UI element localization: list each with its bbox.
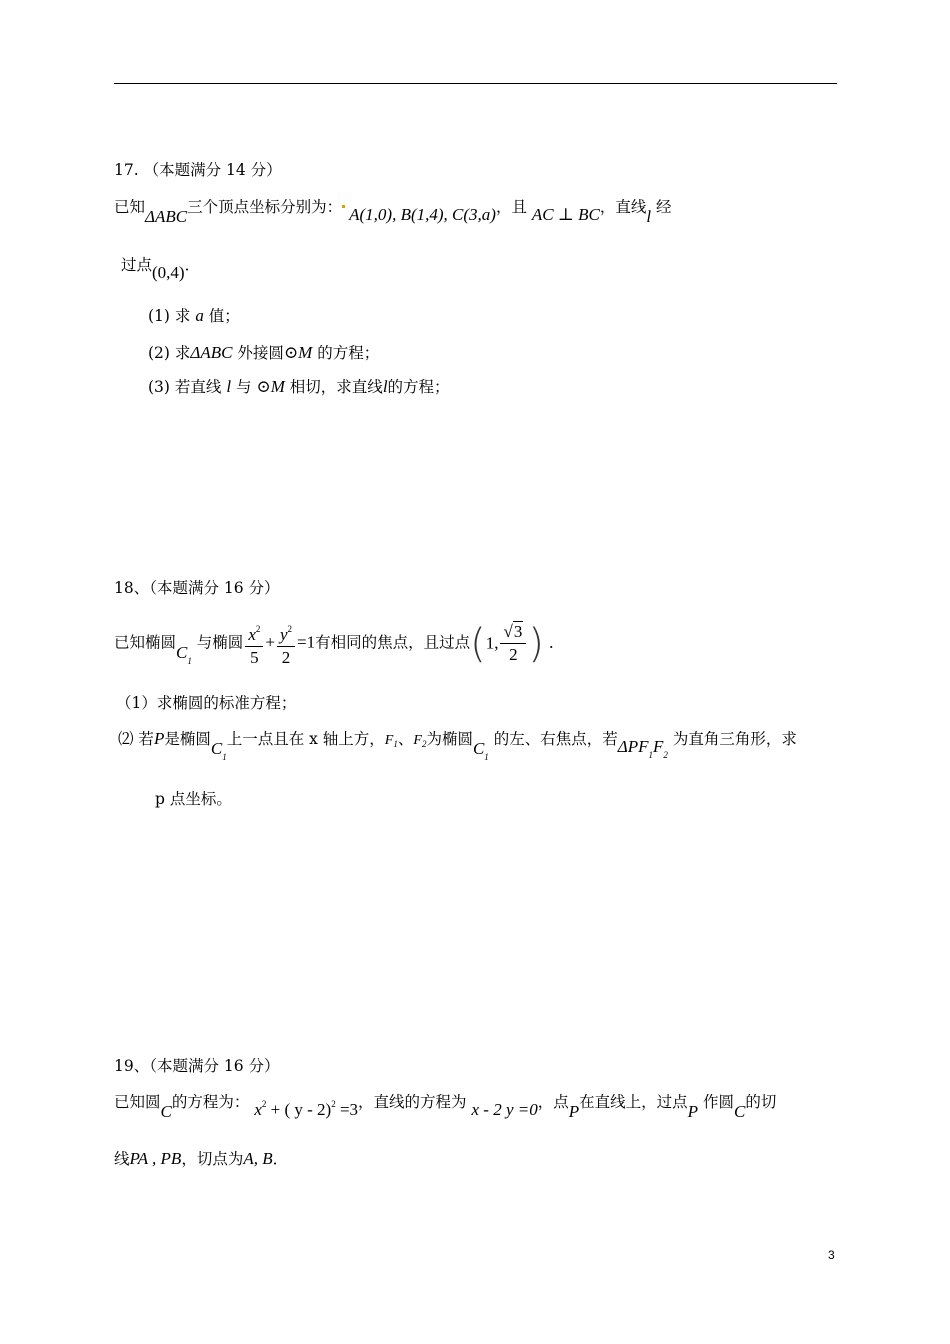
fraction-sqrt3-over-2: $\frac{√3}{2}$ bbox=[500, 621, 526, 666]
q17-header: 17. （本题满分 14 分） bbox=[114, 161, 282, 179]
q17-intro: 已知ΔABC三个顶点坐标分别为： A(1,0), B(1,4), C(3,a)，且 AC ⊥ BC，直线l 经 bbox=[114, 198, 672, 226]
triangle-pf1f2: $\Delta PF_1F_2$ bbox=[617, 737, 668, 760]
q17-passes-point: 过点(0,4)． bbox=[121, 256, 201, 282]
q19-tangents: 线PA , PB，切点为A, B． bbox=[114, 1149, 289, 1168]
q18-part1: （1）求椭圆的标准方程； bbox=[116, 694, 297, 712]
q18-part2-cont: p 点坐标。 bbox=[155, 790, 232, 808]
circle-equation: $x^2$ + ( y - 2)$^2$ =3 bbox=[254, 1099, 359, 1119]
q19-header: 19、（本题满分 16 分） bbox=[114, 1057, 280, 1075]
fraction-y2-over-2: $\frac{y^2}{2}$ bbox=[277, 618, 295, 669]
vertex-coordinates: A(1,0), B(1,4), C(3,a) bbox=[349, 205, 496, 224]
q17-part3: (3) 若直线 l 与 ⊙M 相切，求直线l的方程； bbox=[148, 377, 450, 396]
q17-part2: (2) 求ΔABC 外接圆⊙M 的方程； bbox=[148, 343, 380, 362]
marker-dot bbox=[342, 205, 345, 208]
left-paren: ( bbox=[470, 620, 486, 667]
right-paren: ) bbox=[528, 620, 544, 667]
fraction-x2-over-5: $\frac{x^2}{5}$ bbox=[245, 618, 263, 669]
perpendicular-condition: AC ⊥ BC bbox=[531, 205, 600, 224]
q18-intro: 已知椭圆$C_1$ 与椭圆 $\frac{x^2}{5}$ + $\frac{y^2}{2}$ =1有相同的焦点，且过点(1, $\frac{√3}{2}$ ) ． bbox=[114, 618, 564, 672]
page-number: 3 bbox=[828, 1248, 835, 1262]
point-0-4: (0,4) bbox=[152, 263, 185, 282]
q17-part1: (1) 求 a 值； bbox=[148, 306, 240, 325]
q19-intro: 已知圆C的方程为： $x^2$ + ( y - 2)$^2$ =3，直线的方程为 x - 2 y =0，点P在直线上，过点P 作圆C的切 bbox=[114, 1093, 777, 1121]
header-rule bbox=[114, 83, 837, 84]
q18-header: 18、（本题满分 16 分） bbox=[114, 579, 280, 597]
line-equation: x - 2 y =0 bbox=[471, 1100, 538, 1119]
q18-part2: ⑵ 若P是椭圆$C_1$上一点且在 x 轴上方，$F_1$、$F_2$为椭圆$C_1$ 的左、右焦点，若$\Delta PF_1F_2$ 为直角三角形，求 bbox=[118, 729, 797, 762]
ellipse-c1: $C_1$ bbox=[176, 642, 192, 666]
triangle-abc: ΔABC bbox=[145, 207, 188, 226]
